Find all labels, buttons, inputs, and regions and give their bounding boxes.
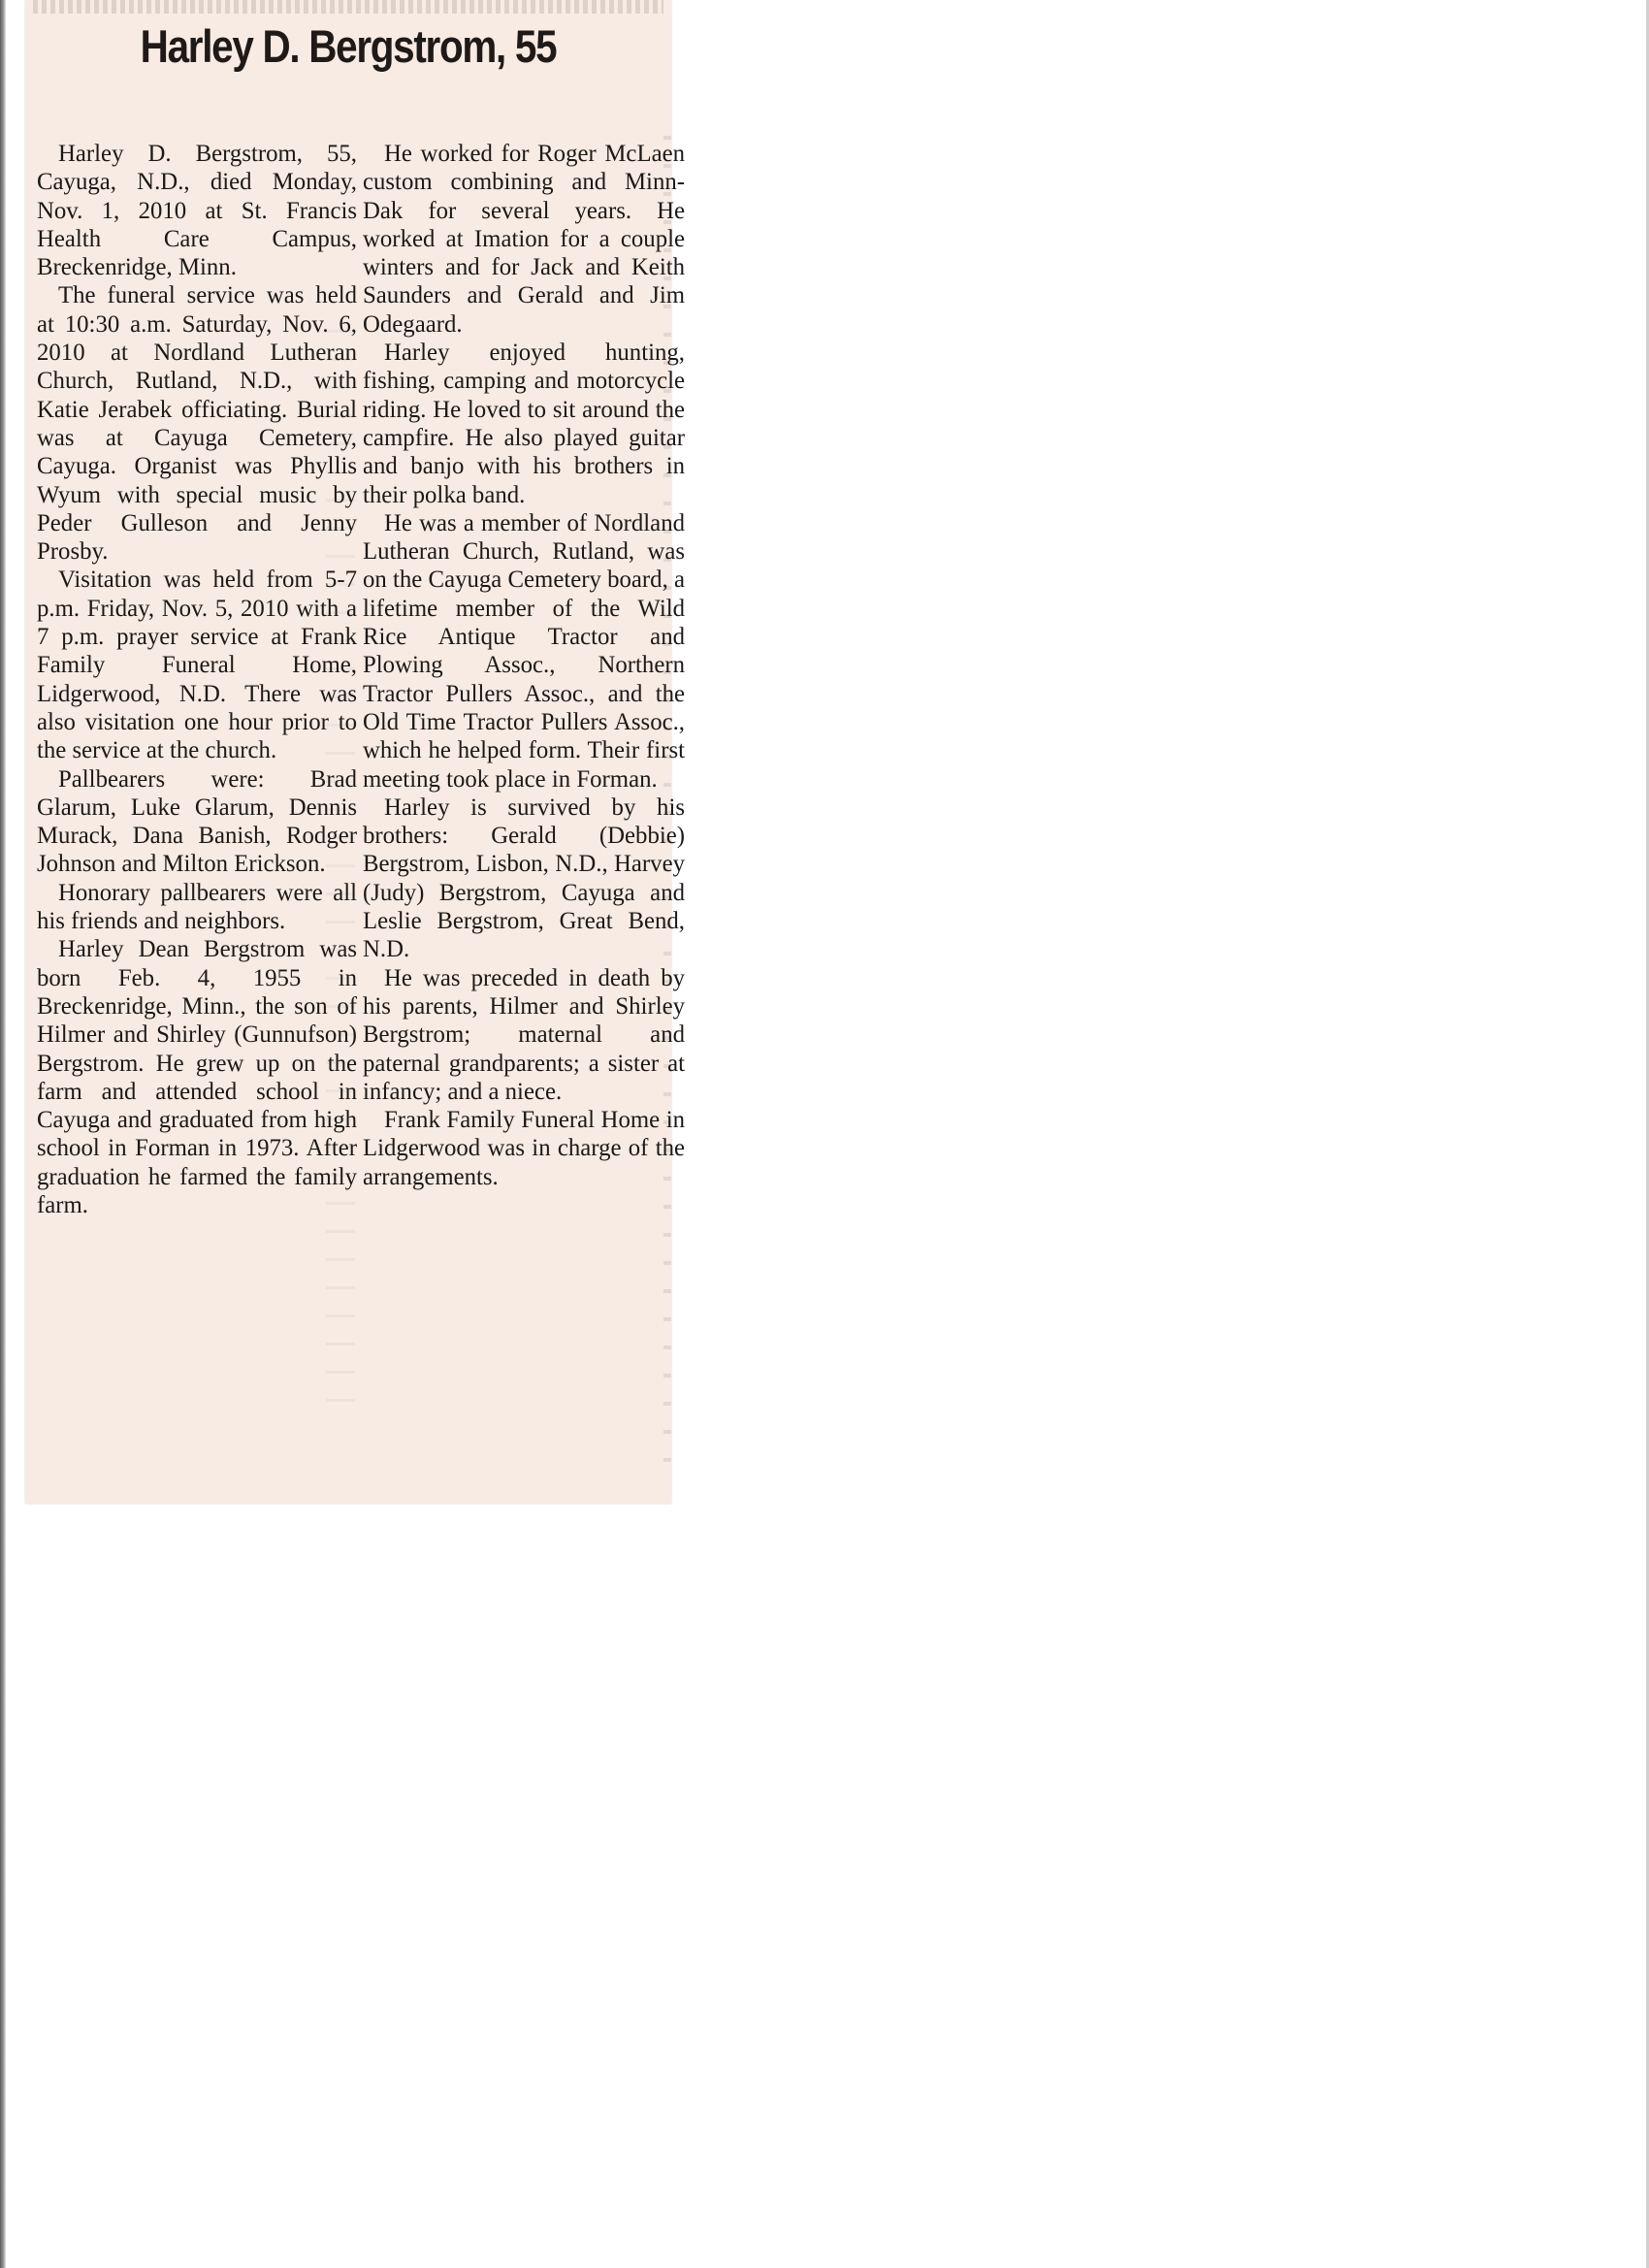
paragraph: He worked for Roger McLaen custom combining and Minn-Dak for several years. He worked at Imation for a couple winters and for Jack and Keith Saunders and Gerald and Jim Odegaard.	[363, 141, 685, 338]
scanner-edge-shadow	[0, 0, 6, 2268]
paragraph: Harley D. Bergstrom, 55, Cayuga, N.D., died Monday, Nov. 1, 2010 at St. Francis Health Care Campus, Breckenridge, Minn.	[37, 141, 357, 281]
paragraph: Harley Dean Bergstrom was born Feb. 4, 1955 in Breckenridge, Minn., the son of Hilmer and Shirley (Gunnufson) Bergstrom. He grew up on the farm and attended school in Cayuga and graduated from high school in Forman in 1973. After graduation he farmed the family farm.	[37, 936, 357, 1218]
paragraph: Harley enjoyed hunting, fishing, camping and motorcycle riding. He loved to sit around the campfire. He also played guitar and banjo with his brothers in their polka band.	[363, 340, 685, 508]
paragraph: He was a member of Nordland Lutheran Church, Rutland, was on the Cayuga Cemetery board, a lifetime member of the Wild Rice Antique Tractor and Plowing Assoc., Northern Tractor Pullers Assoc., and the Old Time Tractor Pullers Assoc., which he helped form. Their first meeting took place in Forman.	[363, 509, 685, 793]
paragraph: He was preceded in death by his parents, Hilmer and Shirley Bergstrom; maternal and paternal grandparents; a sister at infancy; and a niece.	[363, 964, 685, 1105]
obituary-headline: Harley D. Bergstrom, 55	[140, 20, 557, 72]
column-right	[363, 140, 685, 1191]
newspaper-clipping	[25, 0, 685, 1504]
paragraph: Harley is survived by his brothers: Gerald (Debbie) Bergstrom, Lisbon, N.D., Harvey (Judy) Bergstrom, Cayuga and Leslie Bergstrom, Great Bend, N.D.	[363, 794, 685, 963]
bleed-through-top	[33, 0, 663, 14]
paragraph: Frank Family Funeral Home in Lidgerwood was in charge of the arrangements.	[363, 1107, 685, 1190]
paragraph: The funeral service was held at 10:30 a.m. Saturday, Nov. 6, 2010 at Nordland Lutheran Church, Rutland, N.D., with Katie Jerabek officiating. Burial was at Cayuga Cemetery, Cayuga. Organist was Phyllis Wyum with special music by Peder Gulleson and Jenny Prosby.	[37, 282, 357, 566]
paragraph: Honorary pallbearers were all his friends and neighbors.	[37, 879, 357, 935]
column-left	[37, 140, 357, 1219]
paragraph: Pallbearers were: Brad Glarum, Luke Glarum, Dennis Murack, Dana Banish, Rodger Johnson and Milton Erickson.	[37, 765, 357, 878]
paragraph: Visitation was held from 5-7 p.m. Friday, Nov. 5, 2010 with a 7 p.m. prayer service at Frank Family Funeral Home, Lidgerwood, N.D. There was also visitation one hour prior to the service at the church.	[37, 567, 357, 764]
